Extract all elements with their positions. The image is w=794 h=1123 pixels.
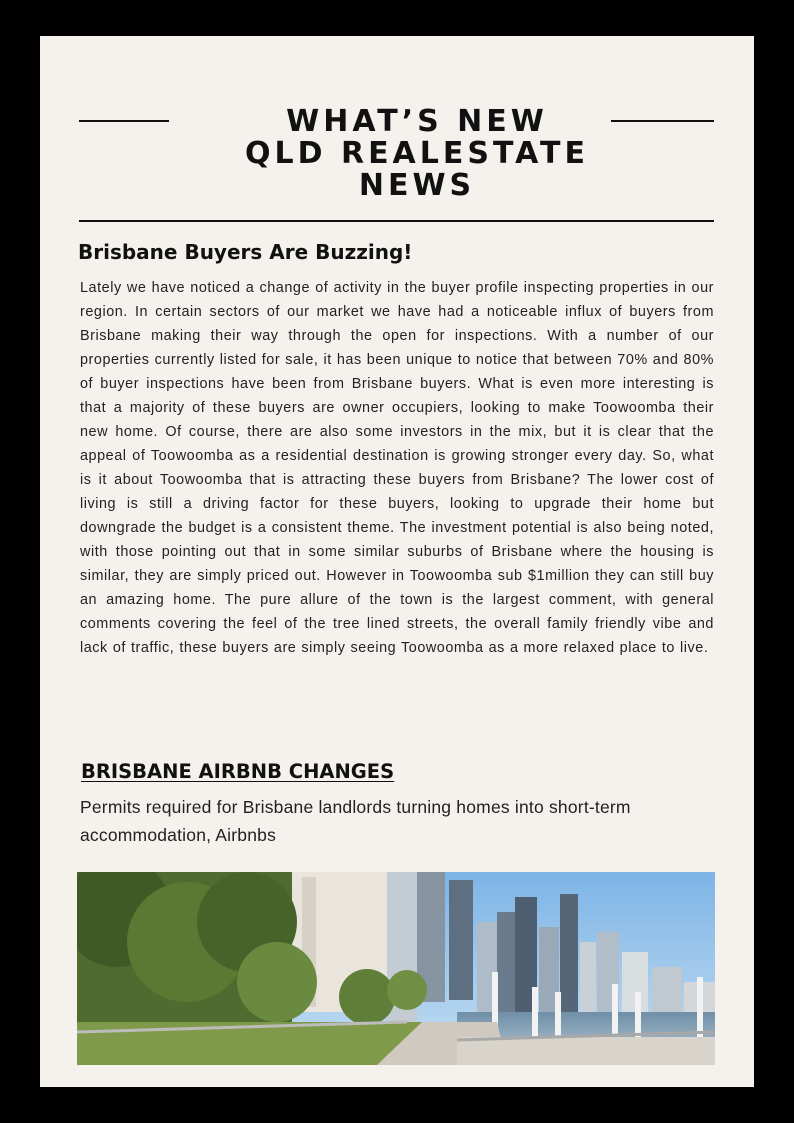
masthead-line-1: WHAT’S NEW	[286, 104, 548, 139]
masthead-line-2: QLD REALESTATE	[245, 136, 589, 171]
brisbane-skyline-photo	[77, 872, 715, 1065]
newsletter-page	[40, 36, 754, 1087]
masthead-title	[220, 106, 614, 202]
masthead-rule-left	[79, 120, 169, 122]
section-heading-airbnb: BRISBANE AIRBNB CHANGES	[81, 760, 395, 783]
masthead-rule-right	[611, 120, 714, 122]
section-subtitle-airbnb: Permits required for Brisbane landlords turning homes into short-term accommodation, Airbnbs	[80, 797, 631, 845]
masthead-divider	[79, 220, 714, 222]
article-heading: Brisbane Buyers Are Buzzing!	[78, 240, 413, 264]
masthead-line-3: NEWS	[358, 168, 476, 203]
article-body: Lately we have noticed a change of activity in the buyer profile inspecting properties in our region. In certain sectors of our market we have had a noticeable influx of buyers from Brisbane making their way through the open for inspections. With a number of our properties currently listed for sale, it has been unique to notice that between 70% and 80% of buyer inspections have been from Brisbane buyers. What is even more interesting is that a majority of these buyers are owner occupiers, looking to make Toowoomba their new home. Of course, there are also some investors in the mix, but it is clear that the appeal of Toowoomba as a residential destination is growing stronger every day. So, what is it about Toowoomba that is attracting these buyers from Brisbane? The lower cost of living is still a driving factor for these buyers, looking to upgrade their home but downgrade the budget is a consistent theme. The investment potential is also being noted, with those pointing out that in some similar suburbs of Brisbane where the housing is similar, they are simply priced out. However in Toowoomba sub $1million they can still buy an amazing home. The pure allure of the town is the largest comment, with general comments covering the feel of the tree lined streets, the overall family friendly vibe and lack of traffic, these buyers are simply seeing Toowoomba as a more relaxed place to live.	[80, 280, 714, 656]
